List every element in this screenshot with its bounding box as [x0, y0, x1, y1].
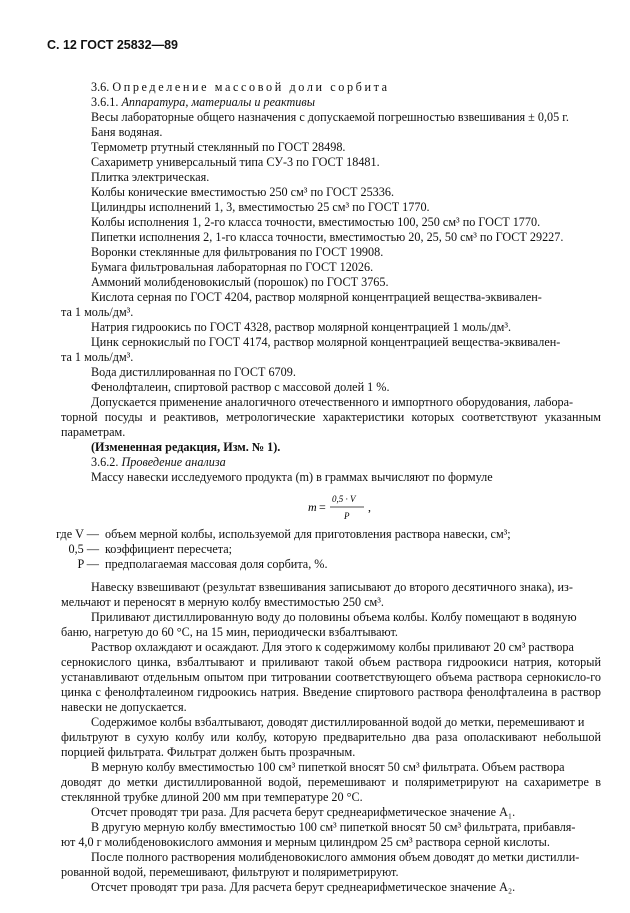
definition-symbol: где V — — [56, 527, 99, 541]
definition-text: коэффициент пересчета; — [105, 542, 233, 556]
water-item: Вода дистиллированная по ГОСТ 6709. — [91, 365, 296, 379]
equipment-item: Термометр ртутный стеклянный по ГОСТ 28498. — [91, 140, 346, 154]
subsection-heading-1 — [91, 95, 601, 110]
equipment-item: Баня водяная. — [91, 125, 163, 139]
section-title: Определение массовой доли сорбита — [112, 80, 390, 94]
amendment-note: (Измененная редакция, Изм. № 1). — [91, 440, 281, 454]
formula-denominator: P — [344, 511, 350, 521]
section-heading — [91, 80, 601, 95]
procedure-paragraph: Навеску взвешивают (результат взвешивания записывают до второго десятичного знака), из- — [91, 580, 573, 594]
equipment-item: Колбы исполнения 1, 2-го класса точности, вместимостью 100, 250 см³ по ГОСТ 1770. — [91, 215, 541, 229]
procedure-paragraph-continued: мельчают и переносят в мерную колбу вместимостью 250 см³. — [61, 595, 384, 609]
procedure-paragraph: Содержимое колбы взбалтывают, доводят дистиллированной водой до метки, перемешивают и — [91, 715, 585, 729]
subsection-number: 3.6.2. — [91, 455, 119, 469]
equipment-item: Цилиндры исполнений 1, 3, вместимостью 25 см³ по ГОСТ 1770. — [91, 200, 430, 214]
formula-equals: = — [319, 500, 326, 514]
acid-item-continued: та 1 моль/дм³. — [61, 305, 134, 319]
equipment-item: Колбы конические вместимостью 250 см³ по ГОСТ 25336. — [91, 185, 394, 199]
procedure-paragraph: После полного растворения молибденовокислого аммония объем доводят до метки дистилли- — [91, 850, 580, 864]
equipment-item: Пипетки исполнения 2, 1-го класса точности, вместимостью 20, 25, 50 см³ по ГОСТ 29227. — [91, 230, 564, 244]
procedure-paragraph-continued: ют 4,0 г молибденовокислого аммония и мерным цилиндром 25 см³ раствора серной кислоты. — [61, 835, 550, 849]
zinc-item: Цинк сернокислый по ГОСТ 4174, раствор молярной концентрацией вещества-эквивален- — [91, 335, 561, 349]
procedure-paragraph-continued: сернокислого цинка, взбалтывают и приливают такой объем раствора гидроокиси натрия, который устанавливают отдельным опытом при титровании соответствующего объема раствора сернокисло-го цинка с фенолфталеином гидроокись натрия. Введение спиртового раствора фенолфталеина в раствор навески не допускается. — [61, 655, 601, 714]
definition-text: объем мерной колбы, используемой для приготовления раствора навески, см³; — [105, 527, 511, 541]
subsection-number: 3.6.1. — [91, 95, 119, 109]
phenol-item: Фенолфталеин, спиртовой раствор с массовой долей 1 %. — [91, 380, 390, 394]
subsection-heading-2 — [91, 455, 601, 470]
subsection-title: Аппаратура, материалы и реактивы — [121, 95, 315, 109]
procedure-paragraph-continued: рованной водой, перемешивают, фильтруют и поляриметрируют. — [61, 865, 399, 879]
definition-text: предполагаемая массовая доля сорбита, %. — [105, 557, 328, 571]
equipment-item: Плитка электрическая. — [91, 170, 210, 184]
equipment-item: Сахариметр универсальный типа СУ-3 по ГОСТ 18481. — [91, 155, 380, 169]
procedure-paragraph-continued: фильтруют в сухую колбу или колбу, которую предварительно два раза ополаскивают небольшой порцией фильтрата. Фильтрат должен быть прозрачным. — [61, 730, 601, 759]
equipment-item: Весы лабораторные общего назначения с допускаемой погрешностью взвешивания ± 0,05 г. — [91, 110, 569, 124]
procedure-paragraph: Отсчет проводят три раза. Для расчета берут среднеарифметическое значение A₂. — [91, 880, 516, 894]
subsection-title: Проведение анализа — [121, 455, 226, 469]
naoh-item: Натрия гидроокись по ГОСТ 4328, раствор молярной концентрацией 1 моль/дм³. — [91, 320, 512, 334]
mass-intro: Массу навески исследуемого продукта (m) в граммах вычисляют по формуле — [91, 470, 493, 484]
definition-symbol: 0,5 — — [68, 542, 99, 556]
mass-formula — [91, 485, 601, 527]
acid-item: Кислота серная по ГОСТ 4204, раствор молярной концентрацией вещества-эквивален- — [91, 290, 542, 304]
procedure-paragraph: Приливают дистиллированную воду до половины объема колбы. Колбу помещают в водяную — [91, 610, 577, 624]
section-number: 3.6. — [91, 80, 110, 94]
equipment-item: Аммоний молибденовокислый (порошок) по ГОСТ 3765. — [91, 275, 389, 289]
page-header: С. 12 ГОСТ 25832—89 — [47, 38, 178, 52]
definition-row — [47, 542, 601, 557]
formula-graphic — [306, 489, 386, 525]
zinc-item-continued: та 1 моль/дм³. — [61, 350, 134, 364]
definitions — [47, 527, 601, 572]
equipment-item: Бумага фильтровальная лабораторная по ГОСТ 12026. — [91, 260, 374, 274]
equipment-item: Воронки стеклянные для фильтрования по ГОСТ 19908. — [91, 245, 384, 259]
document-body — [56, 80, 601, 895]
procedure-paragraph: В мерную колбу вместимостью 100 см³ пипеткой вносят 50 см³ фильтрата. Объем раствора — [91, 760, 565, 774]
allowed-text: Допускается применение аналогичного отечественного и импортного оборудования, лабора- — [91, 395, 574, 409]
procedure-paragraph: Раствор охлаждают и осаждают. Для этого к содержимому колбы приливают 20 см³ раствора — [91, 640, 574, 654]
definition-row — [47, 527, 601, 542]
allowed-text-continued: торной посуды и реактивов, метрологические характеристики которых соответствуют указанным параметрам. — [61, 410, 601, 439]
formula-lhs: m — [308, 500, 317, 514]
formula-numerator: 0,5 · V — [332, 494, 356, 504]
formula-tail: , — [368, 500, 371, 514]
procedure-paragraph-continued: доводят до метки дистиллированной водой, перемешивают и поляриметрируют на сахариметре в стеклянной трубке длиной 200 мм при температуре 20 °С. — [61, 775, 601, 804]
procedure-paragraph: В другую мерную колбу вместимостью 100 см³ пипеткой вносят 50 см³ фильтрата, прибавля- — [91, 820, 576, 834]
procedure-paragraph: Отсчет проводят три раза. Для расчета берут среднеарифметическое значение A₁. — [91, 805, 516, 819]
procedure-paragraph-continued: баню, нагретую до 60 °С, на 15 мин, периодически взбалтывают. — [61, 625, 398, 639]
definition-row — [47, 557, 601, 572]
definition-symbol: P — — [77, 557, 99, 571]
